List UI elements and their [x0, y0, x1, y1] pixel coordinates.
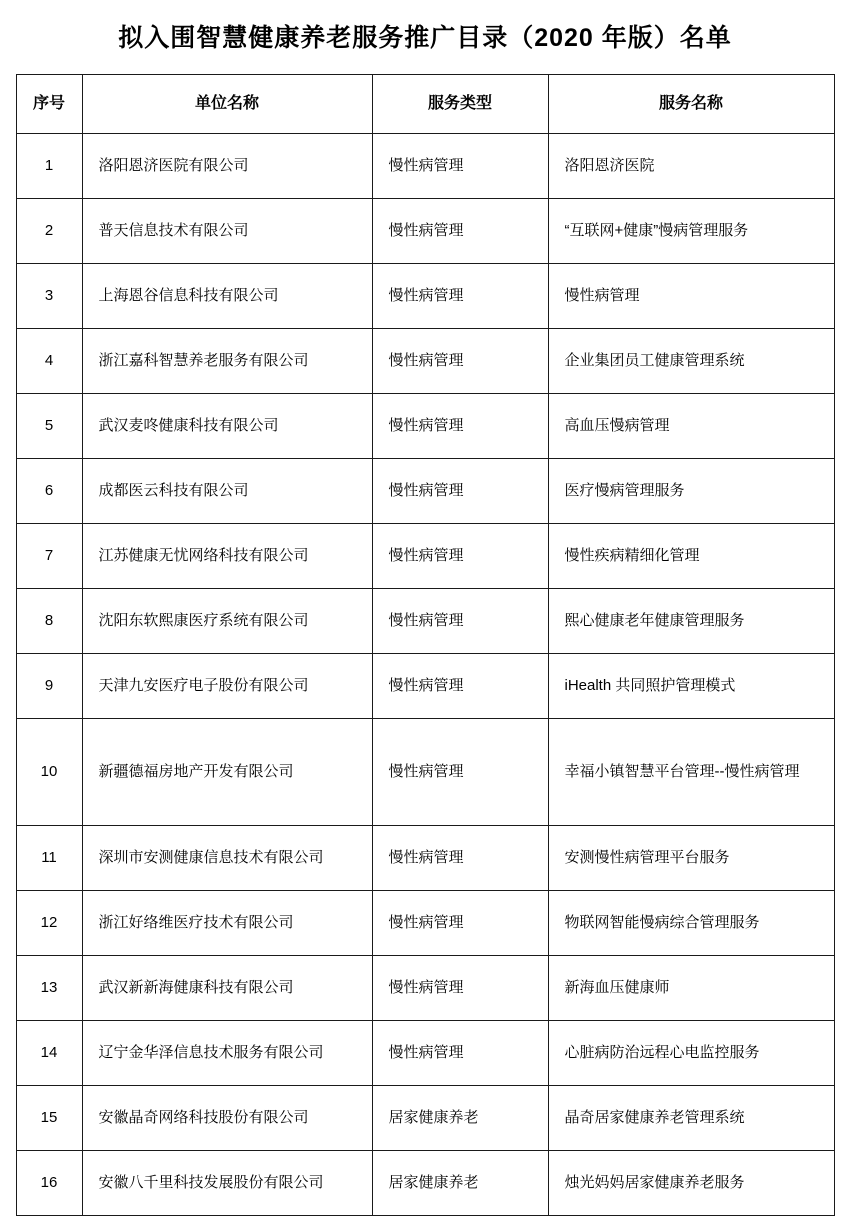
- cell-unit: 成都医云科技有限公司: [82, 459, 372, 524]
- cell-service-type: 慢性病管理: [372, 199, 548, 264]
- table-row: [16, 199, 834, 264]
- cell-service-name: 慢性病管理: [548, 264, 834, 329]
- column-header-service-name: 服务名称: [548, 75, 834, 134]
- cell-service-type: 慢性病管理: [372, 329, 548, 394]
- table-header: [16, 75, 834, 134]
- table-row: [16, 1021, 834, 1086]
- cell-service-name: 高血压慢病管理: [548, 394, 834, 459]
- cell-service-name: 心脏病防治远程心电监控服务: [548, 1021, 834, 1086]
- cell-unit: 江苏健康无忧网络科技有限公司: [82, 524, 372, 589]
- cell-index: 11: [16, 826, 82, 891]
- cell-service-type: 慢性病管理: [372, 264, 548, 329]
- cell-index: 8: [16, 589, 82, 654]
- cell-service-type: 慢性病管理: [372, 719, 548, 826]
- cell-service-type: 慢性病管理: [372, 524, 548, 589]
- cell-index: 2: [16, 199, 82, 264]
- cell-unit: 武汉麦咚健康科技有限公司: [82, 394, 372, 459]
- cell-index: 1: [16, 134, 82, 199]
- cell-service-name: iHealth 共同照护管理模式: [548, 654, 834, 719]
- cell-index: 3: [16, 264, 82, 329]
- table-row: [16, 1086, 834, 1151]
- listing-table: [16, 74, 835, 1216]
- cell-unit: 安徽八千里科技发展股份有限公司: [82, 1151, 372, 1216]
- cell-service-name: 烛光妈妈居家健康养老服务: [548, 1151, 834, 1216]
- column-header-index: 序号: [16, 75, 82, 134]
- cell-service-type: 慢性病管理: [372, 1021, 548, 1086]
- column-header-unit: 单位名称: [82, 75, 372, 134]
- cell-index: 13: [16, 956, 82, 1021]
- cell-service-type: 慢性病管理: [372, 589, 548, 654]
- cell-index: 4: [16, 329, 82, 394]
- cell-service-type: 慢性病管理: [372, 956, 548, 1021]
- cell-unit: 浙江嘉科智慧养老服务有限公司: [82, 329, 372, 394]
- cell-index: 5: [16, 394, 82, 459]
- cell-unit: 沈阳东软熙康医疗系统有限公司: [82, 589, 372, 654]
- cell-service-type: 慢性病管理: [372, 826, 548, 891]
- cell-unit: 安徽晶奇网络科技股份有限公司: [82, 1086, 372, 1151]
- cell-service-type: 慢性病管理: [372, 654, 548, 719]
- cell-unit: 上海恩谷信息科技有限公司: [82, 264, 372, 329]
- cell-service-name: 洛阳恩济医院: [548, 134, 834, 199]
- table-row: [16, 891, 834, 956]
- cell-service-type: 慢性病管理: [372, 459, 548, 524]
- table-row: [16, 134, 834, 199]
- cell-service-type: 慢性病管理: [372, 394, 548, 459]
- table-row: [16, 654, 834, 719]
- cell-service-name: 慢性疾病精细化管理: [548, 524, 834, 589]
- cell-service-name: 物联网智能慢病综合管理服务: [548, 891, 834, 956]
- cell-unit: 武汉新新海健康科技有限公司: [82, 956, 372, 1021]
- cell-service-name: “互联网+健康”慢病管理服务: [548, 199, 834, 264]
- cell-service-name: 新海血压健康师: [548, 956, 834, 1021]
- table-row: [16, 264, 834, 329]
- cell-unit: 深圳市安测健康信息技术有限公司: [82, 826, 372, 891]
- table-row: [16, 956, 834, 1021]
- cell-service-type: 慢性病管理: [372, 134, 548, 199]
- table-row: [16, 1151, 834, 1216]
- column-header-service-type: 服务类型: [372, 75, 548, 134]
- cell-service-name: 熙心健康老年健康管理服务: [548, 589, 834, 654]
- cell-unit: 洛阳恩济医院有限公司: [82, 134, 372, 199]
- cell-unit: 新疆德福房地产开发有限公司: [82, 719, 372, 826]
- table-row: [16, 394, 834, 459]
- cell-unit: 天津九安医疗电子股份有限公司: [82, 654, 372, 719]
- table-row: [16, 719, 834, 826]
- cell-service-type: 慢性病管理: [372, 891, 548, 956]
- cell-index: 9: [16, 654, 82, 719]
- cell-unit: 辽宁金华泽信息技术服务有限公司: [82, 1021, 372, 1086]
- cell-index: 16: [16, 1151, 82, 1216]
- cell-service-name: 医疗慢病管理服务: [548, 459, 834, 524]
- page-title: 拟入围智慧健康养老服务推广目录（2020 年版）名单: [118, 24, 732, 52]
- table-row: [16, 524, 834, 589]
- cell-service-name: 企业集团员工健康管理系统: [548, 329, 834, 394]
- cell-service-name: 晶奇居家健康养老管理系统: [548, 1086, 834, 1151]
- table-row: [16, 329, 834, 394]
- table-row: [16, 826, 834, 891]
- cell-service-type: 居家健康养老: [372, 1151, 548, 1216]
- table-row: [16, 459, 834, 524]
- cell-unit: 浙江好络维医疗技术有限公司: [82, 891, 372, 956]
- cell-service-type: 居家健康养老: [372, 1086, 548, 1151]
- table-header-row: [16, 75, 834, 134]
- cell-index: 15: [16, 1086, 82, 1151]
- cell-unit: 普天信息技术有限公司: [82, 199, 372, 264]
- table-body: [16, 134, 834, 1216]
- cell-index: 6: [16, 459, 82, 524]
- cell-service-name: 幸福小镇智慧平台管理--慢性病管理: [548, 719, 834, 826]
- table-row: [16, 589, 834, 654]
- cell-index: 7: [16, 524, 82, 589]
- cell-index: 10: [16, 719, 82, 826]
- cell-index: 14: [16, 1021, 82, 1086]
- cell-service-name: 安测慢性病管理平台服务: [548, 826, 834, 891]
- cell-index: 12: [16, 891, 82, 956]
